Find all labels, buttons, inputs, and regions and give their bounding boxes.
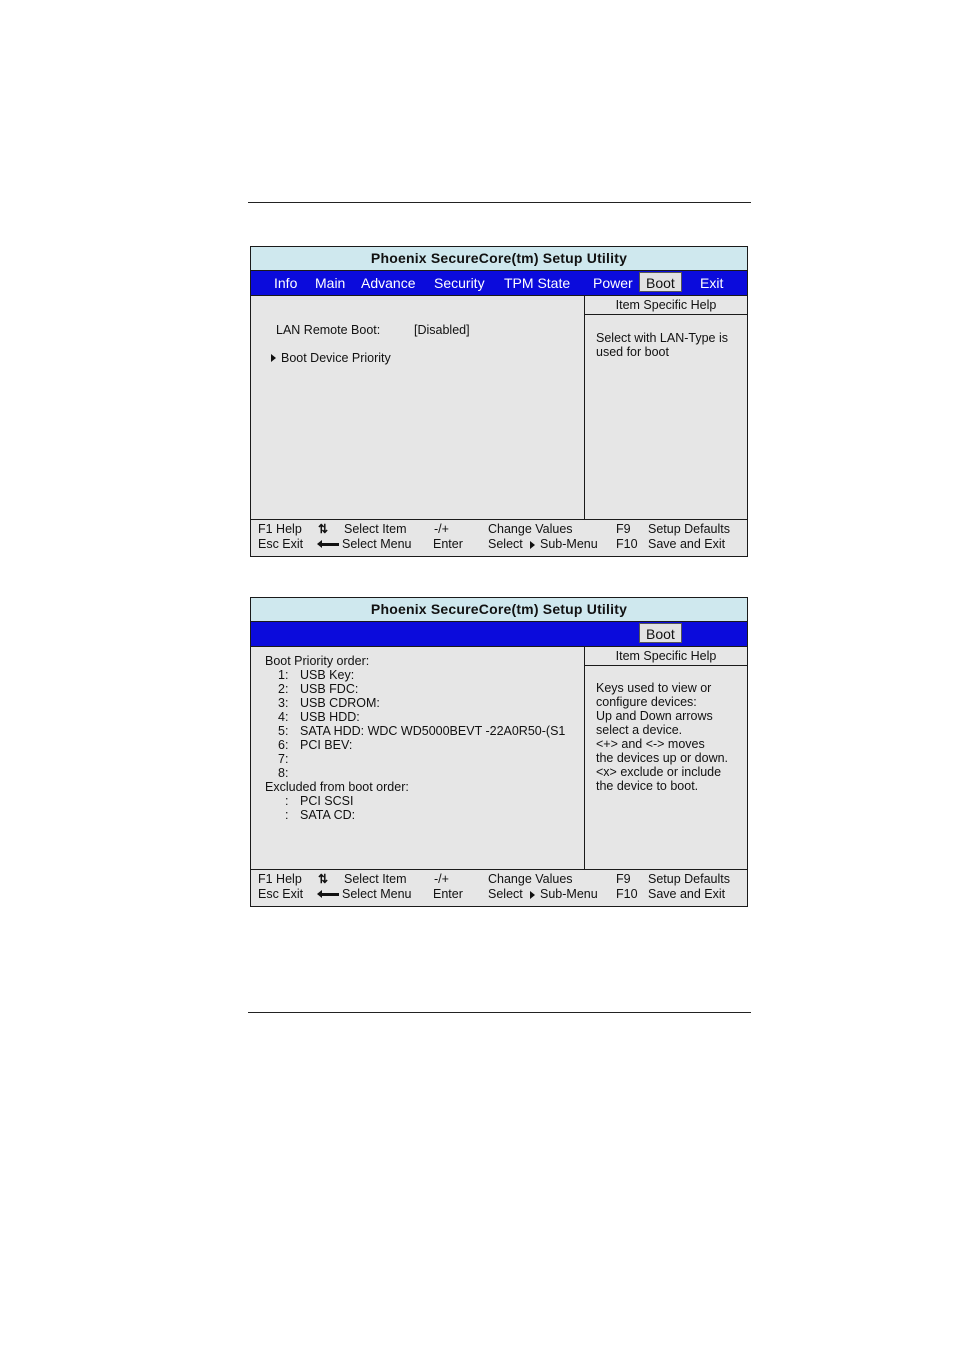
help-text: Keys used to view or configure devices: Up and Down arrows select a device. <+> and <-> moves the devices up or down. <x> exclude or include the device to boot.	[596, 681, 729, 793]
excluded-num: :	[285, 808, 289, 822]
menu-main[interactable]: Main	[315, 275, 346, 291]
menu-power[interactable]: Power	[593, 275, 633, 291]
boot-order-device[interactable]: USB FDC:	[300, 682, 359, 696]
key-save-and-exit: Save and Exit	[648, 887, 726, 901]
key-select: Select	[488, 887, 523, 901]
help-panel	[585, 647, 747, 871]
key-select-menu: Select Menu	[342, 887, 412, 901]
excluded-device[interactable]: PCI SCSI	[300, 794, 354, 808]
boot-order-num: 7:	[278, 752, 289, 766]
bios-screen-boot-priority	[250, 597, 748, 907]
key-change-values: Change Values	[488, 872, 573, 886]
menu-advance[interactable]: Advance	[361, 275, 416, 291]
key-select-item: Select Item	[344, 522, 407, 536]
key-esc-exit: Esc Exit	[258, 537, 304, 551]
key-enter: Enter	[433, 887, 463, 901]
boot-order-num: 1:	[278, 668, 289, 682]
key-f10: F10	[616, 537, 638, 551]
excluded-header: Excluded from boot order:	[265, 780, 409, 794]
key-sub-menu: Sub-Menu	[540, 887, 598, 901]
boot-order-num: 2:	[278, 682, 289, 696]
menu-exit[interactable]: Exit	[700, 275, 724, 291]
lan-remote-boot-value[interactable]: [Disabled]	[414, 323, 470, 337]
key-minus-plus: -/+	[434, 522, 449, 536]
boot-order-num: 8:	[278, 766, 289, 780]
bios-screen-boot	[250, 246, 748, 557]
help-text: Select with LAN-Type is used for boot	[596, 331, 728, 359]
boot-order-device[interactable]: PCI BEV:	[300, 738, 353, 752]
menu-info[interactable]: Info	[274, 275, 298, 291]
excluded-device[interactable]: SATA CD:	[300, 808, 356, 822]
up-down-arrows-icon: ⇅	[318, 872, 327, 886]
help-header: Item Specific Help	[585, 647, 747, 666]
boot-order-num: 3:	[278, 696, 289, 710]
submenu-arrow-icon	[530, 891, 535, 899]
key-select-item: Select Item	[344, 872, 407, 886]
key-f9: F9	[616, 522, 631, 536]
boot-device-priority-item[interactable]: Boot Device Priority	[281, 351, 391, 365]
key-save-and-exit: Save and Exit	[648, 537, 726, 551]
key-esc-exit: Esc Exit	[258, 887, 304, 901]
left-right-arrows-icon	[317, 893, 339, 896]
submenu-arrow-icon	[530, 541, 535, 549]
lan-remote-boot-label: LAN Remote Boot:	[276, 323, 381, 337]
setup-title: Phoenix SecureCore(tm) Setup Utility	[251, 247, 747, 271]
menu-boot[interactable]: Boot	[639, 272, 682, 292]
boot-order-device[interactable]: USB HDD:	[300, 710, 360, 724]
excluded-num: :	[285, 794, 289, 808]
key-setup-defaults: Setup Defaults	[648, 872, 730, 886]
setup-title: Phoenix SecureCore(tm) Setup Utility	[251, 598, 747, 622]
boot-order-device[interactable]: USB Key:	[300, 668, 355, 682]
help-header: Item Specific Help	[585, 296, 747, 315]
key-f9: F9	[616, 872, 631, 886]
menu-bar	[251, 271, 747, 296]
submenu-arrow-icon	[271, 354, 276, 362]
key-enter: Enter	[433, 537, 463, 551]
menu-boot[interactable]: Boot	[639, 623, 682, 643]
key-select-menu: Select Menu	[342, 537, 412, 551]
boot-order-num: 6:	[278, 738, 289, 752]
key-f10: F10	[616, 887, 638, 901]
key-minus-plus: -/+	[434, 872, 449, 886]
bottom-rule	[248, 1012, 751, 1013]
content-area	[251, 296, 747, 521]
content-area	[251, 647, 747, 871]
key-select: Select	[488, 537, 523, 551]
help-panel	[585, 296, 747, 521]
boot-order-device[interactable]: SATA HDD: WDC WD5000BEVT -22A0R50-(S1	[300, 724, 566, 738]
boot-order-panel	[251, 647, 585, 871]
boot-order-device[interactable]: USB CDROM:	[300, 696, 380, 710]
key-change-values: Change Values	[488, 522, 573, 536]
top-rule	[248, 202, 751, 203]
key-f1-help: F1 Help	[258, 522, 302, 536]
menu-bar	[251, 622, 747, 647]
up-down-arrows-icon: ⇅	[318, 522, 327, 536]
key-legend	[251, 869, 747, 906]
left-right-arrows-icon	[317, 543, 339, 546]
settings-panel	[251, 296, 585, 521]
boot-order-num: 4:	[278, 710, 289, 724]
key-sub-menu: Sub-Menu	[540, 537, 598, 551]
key-f1-help: F1 Help	[258, 872, 302, 886]
boot-priority-order-header: Boot Priority order:	[265, 654, 370, 668]
boot-order-num: 5:	[278, 724, 289, 738]
key-setup-defaults: Setup Defaults	[648, 522, 730, 536]
key-legend	[251, 519, 747, 556]
menu-tpm-state[interactable]: TPM State	[504, 275, 571, 291]
menu-security[interactable]: Security	[434, 275, 485, 291]
